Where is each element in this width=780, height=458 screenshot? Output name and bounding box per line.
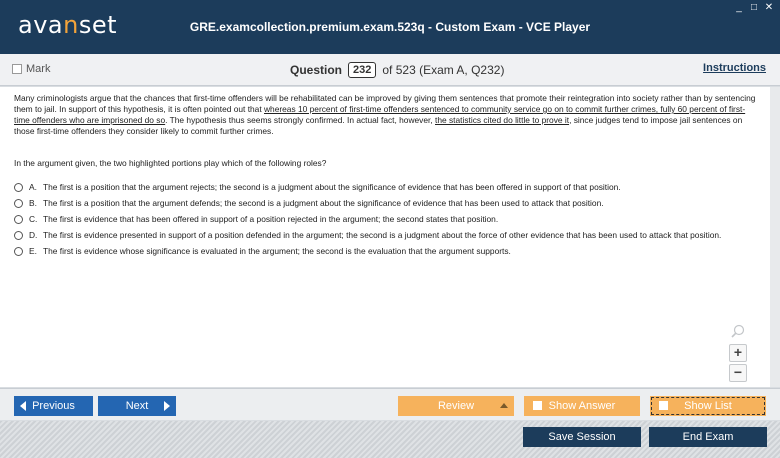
logo-text-post: set [78,11,118,39]
navigation-bar [0,388,780,420]
arrow-right-icon [164,401,170,411]
review-label: Review [437,400,475,412]
option-e[interactable] [14,243,764,259]
highlighted-portion-2: the statistics cited do little to prove it [435,115,570,125]
question-of-text: of 523 (Exam A, Q232) [382,63,505,77]
radio-icon[interactable] [14,247,23,256]
show-list-button[interactable] [650,396,766,416]
logo-text-pre: ava [18,11,64,39]
highlighted-portion-1: whereas 10 percent of first-time offenders sentenced to community service go on to commit further crimes, fully 60 percent of first-time offenders who are imprisoned do so [14,104,746,125]
next-label: Next [125,400,149,412]
passage-part-2: . The hypothesis thus seems strongly confirmed. In actual fact, however, [165,115,435,125]
show-list-label: Show List [684,400,732,412]
question-label: Question [290,63,343,77]
passage-text [14,93,758,137]
window-controls [734,3,774,13]
question-content [0,87,770,387]
minimize-icon[interactable]: _ [736,2,742,13]
radio-icon[interactable] [14,199,23,208]
maximize-icon[interactable]: □ [750,2,758,13]
passage-part-3: , since judges tend to impose jail sentences on those first-time offenders they consider likely to commit further crimes. [14,115,743,136]
option-text: The first is a position that the argument defends; the second is a judgment about the significance of evidence that has been used to attack that position. [43,198,604,208]
save-session-button[interactable]: Save Session [523,427,641,447]
option-letter: B. [29,198,37,208]
option-text: The first is a position that the argument rejects; the second is a judgment about the significance of evidence that has been offered in support of that position. [43,182,621,192]
question-number-input[interactable]: 232 [348,62,376,78]
logo-text-accent: n [63,11,79,39]
checkbox-icon[interactable] [12,64,22,74]
caret-up-icon [500,403,508,408]
mark-checkbox[interactable] [12,63,50,75]
review-button[interactable] [398,396,514,416]
checkbox-icon [659,401,668,410]
radio-icon[interactable] [14,215,23,224]
zoom-in-button[interactable]: + [729,344,747,362]
instructions-link[interactable]: Instructions [703,62,766,74]
window-title: GRE.examcollection.premium.exam.523q - Custom Exam - VCE Player [189,20,591,34]
show-answer-label: Show Answer [548,400,616,412]
option-letter: D. [29,230,38,240]
question-bar [0,54,780,86]
option-letter: A. [29,182,37,192]
option-text: The first is evidence whose significance is evaluated in the argument; the second is the evaluation that the argument supports. [43,246,511,256]
question-indicator [290,62,504,78]
option-letter: C. [29,214,38,224]
option-letter: E. [29,246,37,256]
previous-label: Previous [32,400,75,412]
title-bar [0,0,780,54]
next-button[interactable] [98,396,176,416]
end-exam-button[interactable]: End Exam [649,427,767,447]
checkbox-icon [533,401,542,410]
option-a[interactable] [14,179,764,195]
magnifier-icon[interactable] [731,324,745,338]
bottom-bar [0,421,780,458]
close-icon[interactable]: ✕ [764,2,774,13]
radio-icon[interactable] [14,183,23,192]
option-text: The first is evidence that has been offered in support of a position rejected in the argument; the second states that position. [43,214,499,224]
previous-button[interactable] [14,396,93,416]
option-text: The first is evidence presented in support of a position defended in the argument; the second is a judgment about the force of other evidence that has been used to attack that position. [43,230,722,240]
passage-part-1: Many criminologists argue that the chances that first-time offenders will be rehabilitated can be improved by giving them sentences that promote their reintegration into society rather than by sentencing them to jail. In support of this hypothesis, it is often pointed out that [14,93,756,114]
content-scrollbar[interactable] [770,87,780,387]
question-prompt: In the argument given, the two highlighted portions play which of the following roles? [14,158,327,168]
arrow-left-icon [20,401,26,411]
option-c[interactable] [14,211,764,227]
answer-options [14,179,764,259]
option-b[interactable] [14,195,764,211]
show-answer-button[interactable] [524,396,640,416]
zoom-out-button[interactable]: − [729,364,747,382]
mark-label: Mark [26,63,51,75]
radio-icon[interactable] [14,231,23,240]
option-d[interactable] [14,227,764,243]
